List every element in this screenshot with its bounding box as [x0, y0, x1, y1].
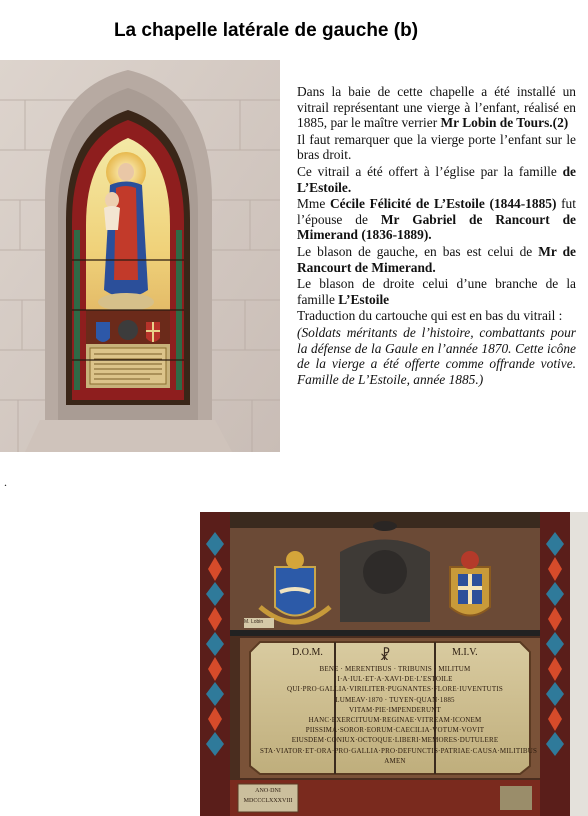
bold-span: Mr Lobin de Tours.(2) [440, 115, 569, 131]
translation-paragraph: (Soldats méritants de l’histoire, combattants pour la défense de la Gaule en l’année 1870. Cette icône de la vierge a été offerte comme offrande votive. Famille de L’Estoile, année 1885.) [297, 324, 576, 387]
bold-span: Cécile Félicité de L’Estoile (1844-1885) [329, 196, 557, 212]
plaque-line: I·A·IUL·ET·A·XAVI·DE·L’ESTOILE [337, 675, 453, 684]
paragraph-5 [297, 244, 576, 275]
plaque-line: STA·VIATOR·ET·ORA·PRO·GALLIA·PRO·DEFUNCTIS·PATRIAE·CAUSA·MILITIBUS [260, 746, 538, 755]
stray-mark: . [4, 475, 7, 489]
body-text [297, 84, 576, 388]
text-span: Ce vitrail a été offert à l’église par la famille [297, 163, 563, 179]
text-span: Dans la baie de cette chapelle a été installé un vitrail représentant une vierge à l’enfant, réalisé en 1885, par le maître verrier [297, 84, 576, 131]
date-panel [238, 786, 298, 806]
window-maker-label: M. Lobin [244, 619, 264, 625]
text-span: Mme [297, 196, 330, 212]
page-title: La chapelle latérale de gauche (b) [113, 20, 419, 41]
plaque-line: VITAM·PIE·IMPENDERUNT [349, 705, 441, 714]
paragraph-1 [297, 84, 576, 131]
paragraph-2: Il faut remarquer que la vierge porte l’enfant sur le bras droit. [297, 131, 576, 163]
text-span: fut l’épouse de [297, 196, 576, 227]
text-span: Le blason de gauche, en bas est celui de [297, 243, 539, 259]
date-line-2: MDCCCLXXXVIII [243, 798, 293, 804]
chapel-window-photo [0, 60, 280, 452]
cartouche-detail-photo [200, 512, 588, 816]
plaque-line: LUMEAV·1870 · TUYEN·QUAN·1885 [335, 695, 455, 704]
date-line-1: ANO·DNI [255, 788, 281, 794]
paragraph-3 [297, 164, 576, 195]
plaque-line: PIISSIMA·SOROR·EORUM·CAECILIA·VOTUM·VOVIT [305, 726, 485, 735]
plaque-line: BENE · MERENTIBUS · TRIBUNIS · MILITUM [319, 665, 471, 673]
plaque-line: QUI·PRO·GALLIA·VIRILITER·PUGNANTES·FLORE·IUVENTUTIS [287, 685, 503, 694]
svg-text:☧: ☧ [379, 649, 391, 664]
paragraph-6 [297, 276, 576, 307]
plaque-line: EIUSDEM·CONIUX·OCTOQUE·LIBERI·MEMORES·DUTULERE [291, 736, 499, 745]
paragraph-4 [297, 196, 576, 243]
plaque-header-left: D.O.M. [292, 647, 323, 658]
bold-span: L’Estoile [338, 291, 390, 307]
plaque-inscription [260, 664, 538, 766]
plaque-line: AMEN [384, 756, 406, 765]
bold-span: de L’Estoile. [297, 163, 576, 195]
bold-span: Mr de Rancourt de Mimerand. [297, 243, 576, 275]
text-span: Le blason de droite celui d’une branche de la famille [297, 276, 576, 307]
paragraph-7: Traduction du cartouche qui est en bas du vitrail : [297, 308, 563, 324]
plaque-header-right: M.I.V. [452, 647, 478, 658]
plaque-line: HANC·EXERCITUUM·REGINAE·VITREAM·ICONEM [308, 716, 482, 725]
bold-span: Mr Gabriel de Rancourt de Mimerand (1836-1889). [297, 211, 577, 243]
